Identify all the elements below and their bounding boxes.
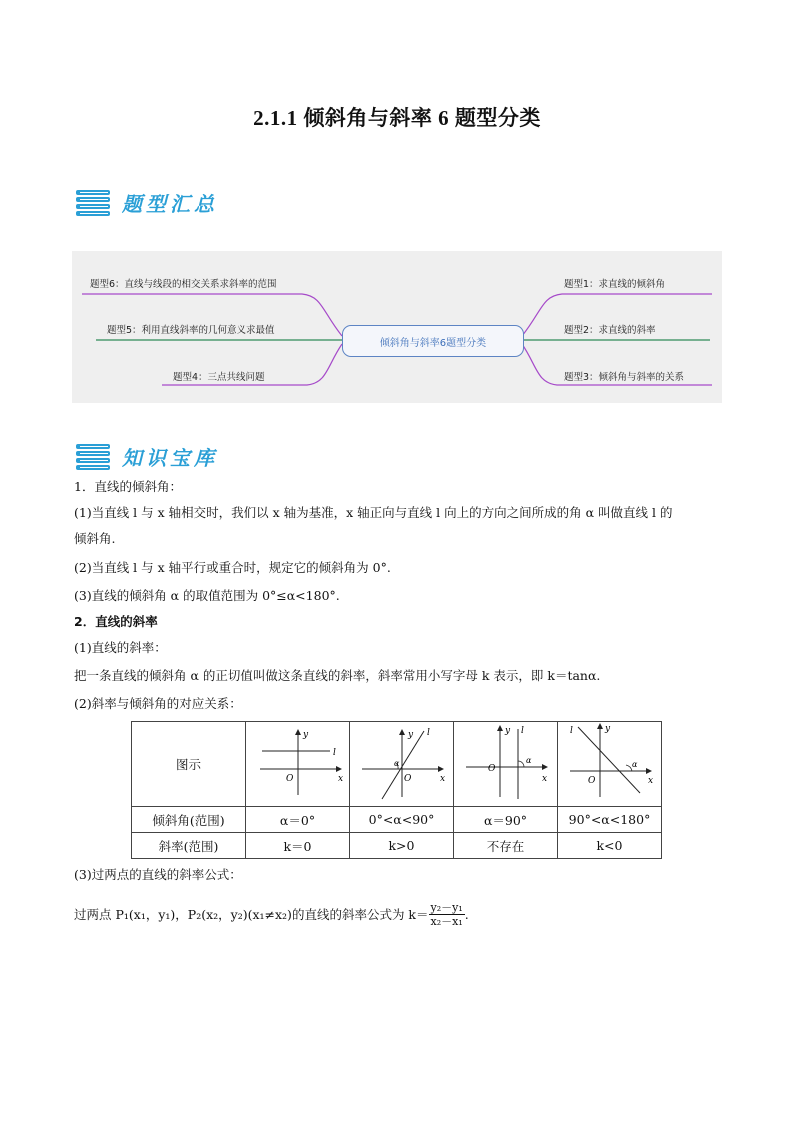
label-o: O <box>285 773 293 784</box>
heading-inclination: 1．直线的倾斜角： <box>74 479 182 494</box>
label-x: x <box>541 773 547 784</box>
label-l: l <box>332 747 336 758</box>
fraction-numerator: y₂－y₁ <box>430 901 463 914</box>
graph-positive-slope <box>352 723 452 803</box>
angle-cell-4: 90°<α<180° <box>558 807 662 833</box>
mindmap-topic-4: 题型4：三点共线问题 <box>173 372 265 383</box>
section-header-summary <box>74 185 218 219</box>
label-alpha: α <box>393 758 399 768</box>
slope-formula <box>74 901 469 928</box>
formula-fraction <box>429 901 465 928</box>
label-alpha: α <box>525 755 531 765</box>
label-x: x <box>439 773 445 784</box>
diagram-vertical <box>454 722 558 807</box>
mindmap-topic-1: 题型1：求直线的倾斜角 <box>564 279 666 290</box>
para-7: (3)过两点的直线的斜率公式： <box>74 867 242 882</box>
angle-cell-3: α＝90° <box>454 807 558 833</box>
label-x: x <box>647 775 653 786</box>
para-1b: 倾斜角. <box>74 531 116 546</box>
label-x: x <box>337 773 343 784</box>
formula-end: . <box>464 906 469 922</box>
label-y: y <box>604 723 610 734</box>
books-icon <box>74 440 114 472</box>
angle-cell-1: α＝0° <box>246 807 350 833</box>
graph-negative-slope <box>560 723 660 803</box>
table-header-diagram: 图示 <box>132 722 246 807</box>
row-label-angle: 倾斜角(范围) <box>132 807 246 833</box>
formula-text: 过两点 P₁(x₁，y₁)，P₂(x₂，y₂)(x₁≠x₂)的直线的斜率公式为 k＝ <box>74 906 429 922</box>
label-o: O <box>403 773 411 784</box>
label-o: O <box>487 763 495 774</box>
angle-cell-2: 0°<α<90° <box>350 807 454 833</box>
books-icon <box>74 186 114 218</box>
diagram-negative <box>558 722 662 807</box>
diagram-positive <box>350 722 454 807</box>
page-title: 2.1.1 倾斜角与斜率 6 题型分类 <box>253 106 541 130</box>
para-2: (2)当直线 l 与 x 轴平行或重合时，规定它的倾斜角为 0°. <box>74 560 391 575</box>
label-l: l <box>569 725 573 736</box>
para-1a: (1)当直线 l 与 x 轴相交时，我们以 x 轴为基准，x 轴正向与直线 l 向上的方向之间所成的角 α 叫做直线 l 的 <box>74 505 673 520</box>
section-title-knowledge: 知识宝库 <box>122 445 218 470</box>
para-5: 把一条直线的倾斜角 α 的正切值叫做这条直线的斜率，斜率常用小写字母 k 表示，即 k＝tanα. <box>74 668 601 683</box>
heading-slope: 2．直线的斜率 <box>74 614 158 629</box>
label-l: l <box>520 725 524 736</box>
mindmap-topic-2: 题型2：求直线的斜率 <box>564 325 656 336</box>
mindmap-topic-3: 题型3：倾斜角与斜率的关系 <box>564 372 685 383</box>
mindmap-topic-5: 题型5：利用直线斜率的几何意义求最值 <box>107 325 275 336</box>
label-y: y <box>504 725 510 736</box>
para-3: (3)直线的倾斜角 α 的取值范围为 0°≤α<180°. <box>74 588 340 603</box>
section-title-summary: 题型汇总 <box>122 191 218 216</box>
para-4: (1)直线的斜率： <box>74 640 167 655</box>
row-label-slope: 斜率(范围) <box>132 833 246 859</box>
para-6: (2)斜率与倾斜角的对应关系： <box>74 696 242 711</box>
label-alpha: α <box>631 759 637 769</box>
mindmap-topic-6: 题型6：直线与线段的相交关系求斜率的范围 <box>90 279 277 290</box>
label-l: l <box>426 727 430 738</box>
section-header-knowledge <box>74 439 218 473</box>
label-y: y <box>302 729 308 740</box>
slope-cell-2: k>0 <box>350 833 454 859</box>
slope-angle-table <box>131 721 662 859</box>
slope-cell-1: k＝0 <box>246 833 350 859</box>
graph-vertical-line <box>456 723 556 803</box>
diagram-horizontal <box>246 722 350 807</box>
slope-cell-3: 不存在 <box>454 833 558 859</box>
slope-cell-4: k<0 <box>558 833 662 859</box>
fraction-denominator: x₂－x₁ <box>430 915 463 928</box>
label-y: y <box>407 729 413 740</box>
mindmap-center: 倾斜角与斜率6题型分类 <box>342 325 524 357</box>
graph-horizontal-line <box>248 723 348 803</box>
label-o: O <box>587 775 595 786</box>
